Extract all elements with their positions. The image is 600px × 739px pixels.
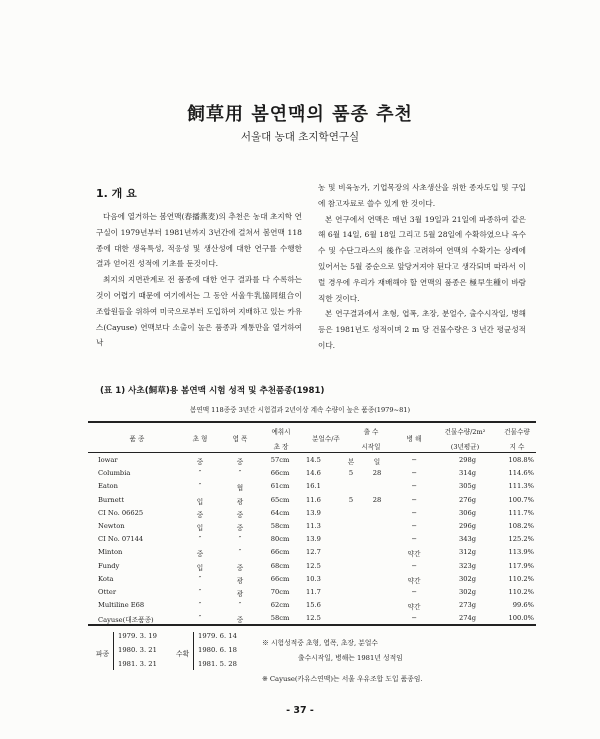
table-cell-type: ″ xyxy=(198,614,202,623)
table-cell-index: 110.2% xyxy=(508,588,534,596)
table-cell-type: 중 xyxy=(196,510,204,519)
table-cell-disease: − xyxy=(411,456,417,464)
table-cell-leaf: 중 xyxy=(236,458,244,466)
table-cell-height: 66cm xyxy=(270,548,290,557)
table-cell-type: 입 xyxy=(196,497,204,506)
table-cell-tillers: 11.6 xyxy=(306,495,321,504)
table-cell-yield: 302g xyxy=(458,588,476,596)
paragraph: 다음에 열거하는 봄연맥(春播燕麦)의 추천은 농대 초지학 연구실이 1979년부터 1981년까지 3년간에 걸쳐서 봄연맥 118종에 대한 생육특성, 적응성 및 생산성에 대한 연구를 수행한 결과 얻어진 성적에 기초를 둔것이다. xyxy=(96,212,302,269)
table-cell-type: 중 xyxy=(196,550,204,559)
table-cell-month: 5 xyxy=(348,495,354,504)
table-cell-type: ″ xyxy=(198,588,202,596)
table-cell-index: 99.6% xyxy=(512,601,534,610)
harvest-brace xyxy=(193,632,194,670)
table-cell-leaf: ″ xyxy=(238,548,242,557)
header-tillers: 분얼수/주 xyxy=(312,435,340,443)
table-cell-index: 108.8% xyxy=(508,456,534,464)
table-cell-height: 62cm xyxy=(270,601,290,610)
table-cell-variety: Eaton xyxy=(98,482,118,491)
table-cell-height: 65cm xyxy=(270,495,290,504)
table-cell-disease: 약간 xyxy=(407,576,421,585)
table-cell-variety: Iowar xyxy=(98,456,118,464)
page-subtitle: 서울대 농대 초지학연구실 xyxy=(240,131,360,143)
page-number: - 37 - xyxy=(286,705,314,716)
table-cell-index: 111.7% xyxy=(508,508,534,517)
table-cell-variety: Newton xyxy=(98,522,125,530)
table-cell-tillers: 15.6 xyxy=(306,601,321,610)
header-leaf-width: 엽 폭 xyxy=(232,435,248,443)
header-variety: 품 종 xyxy=(129,435,145,443)
table-cell-type: ″ xyxy=(198,482,202,491)
table-cell-height: 66cm xyxy=(270,469,290,478)
table-subcaption: 봄연맥 118종중 3년간 시험결과 2년이상 계속 수량이 높은 품종(1979~81) xyxy=(189,406,411,414)
table-cell-height: 80cm xyxy=(270,535,290,544)
table-cell-variety: Minton xyxy=(98,548,123,557)
table-cell-yield: 343g xyxy=(458,535,476,544)
table-cell-variety: Cayuse(대조품종) xyxy=(98,616,154,625)
table-cell-disease: 약간 xyxy=(407,550,421,559)
table-cell-disease: − xyxy=(411,535,417,544)
table-cell-variety: Otter xyxy=(98,588,117,596)
harvest-date: 1980. 6. 18 xyxy=(198,646,237,654)
table-cell-height: 64cm xyxy=(270,508,290,517)
paragraph: 본 연구결과에서 초형, 엽폭, 초장, 분얼수, 출수시작일, 병해 등은 1981년도 성적이며 2 m 당 건물수량은 3 년간 평균성적이다. xyxy=(318,309,526,350)
table-cell-leaf: 중 xyxy=(236,524,244,532)
table-cell-type: ″ xyxy=(198,574,202,583)
table-cell-disease: − xyxy=(411,588,417,596)
footnote-results-cont: 출수시작일, 병해는 1981년 성적임 xyxy=(298,654,403,662)
table-cell-variety: Fundy xyxy=(98,561,120,570)
table-cell-variety: Columbia xyxy=(98,469,131,478)
table-cell-leaf: ″ xyxy=(238,601,242,610)
table-cell-type: ″ xyxy=(198,469,202,478)
header-heading-sub: 시작일 xyxy=(361,443,381,451)
table-cell-tillers: 13.9 xyxy=(306,535,321,544)
table-cell-type: ″ xyxy=(198,601,202,610)
sowing-date: 1979. 3. 19 xyxy=(118,632,157,640)
table-cell-disease: − xyxy=(411,522,417,530)
harvest-date: 1979. 6. 14 xyxy=(198,632,237,640)
left-column xyxy=(96,209,302,351)
paragraph: 본 연구에서 연맥은 매년 3월 19일과 21일에 파종하여 같은해 6월 14일, 6월 18일 그리고 5월 28일에 수확하였으나 옥수수 및 수단그라스의 後作을 고려하여 연맥의 수확기는 상례에 있어서는 5월 중순으로 앞당겨져야 된다고 생각되며 따라서 이럴 경우에 우리가 재배해야 할 연맥의 품종은 極早生種이 바람직한 것이다. xyxy=(318,214,526,303)
table-cell-disease: − xyxy=(411,495,417,504)
table-cell-leaf: 중 xyxy=(236,616,244,625)
table-cell-month: 본 xyxy=(347,458,355,466)
table-cell-leaf: 중 xyxy=(236,510,244,519)
table-cell-leaf: 중 xyxy=(236,563,244,572)
page-title: 飼草用 봄연맥의 품종 추천 xyxy=(187,104,413,125)
table-cell-index: 111.3% xyxy=(508,482,534,491)
table-cell-disease: − xyxy=(411,614,417,623)
table-cell-height: 68cm xyxy=(270,561,290,570)
header-disease: 병 해 xyxy=(406,435,422,443)
table-cell-height: 57cm xyxy=(270,456,290,464)
table-cell-leaf: 광 xyxy=(236,497,244,506)
table-cell-yield: 305g xyxy=(458,482,476,491)
table-cell-yield: 302g xyxy=(458,574,476,583)
table-cell-index: 114.6% xyxy=(508,469,534,478)
table-cell-tillers: 12.5 xyxy=(306,614,321,623)
table-cell-variety: Burnett xyxy=(98,495,125,504)
sowing-date: 1981. 3. 21 xyxy=(118,660,157,668)
table-cell-yield: 296g xyxy=(458,522,476,530)
table-cell-index: 113.9% xyxy=(508,548,534,557)
table-cell-disease: − xyxy=(411,469,417,478)
table-top-rule xyxy=(88,421,536,423)
table-cell-variety: CI No. 07144 xyxy=(98,535,144,544)
header-yield: 건물수량/2m² xyxy=(444,428,486,436)
table-cell-index: 108.2% xyxy=(508,522,534,530)
table-cell-yield: 274g xyxy=(458,614,476,623)
table-cell-leaf: ″ xyxy=(238,535,242,544)
sowing-date: 1980. 3. 21 xyxy=(118,646,157,654)
table-cell-height: 61cm xyxy=(270,482,290,491)
harvest-date: 1981. 5. 28 xyxy=(198,660,237,668)
table-cell-yield: 276g xyxy=(458,495,476,504)
header-yield-sub: (3년평균) xyxy=(450,443,480,451)
table-cell-yield: 298g xyxy=(458,456,476,464)
table-cell-variety: Multiline E68 xyxy=(98,601,145,610)
table-cell-variety: Kota xyxy=(98,574,114,583)
table-cell-type: 입 xyxy=(196,524,204,532)
table-cell-month: 5 xyxy=(348,469,354,478)
table-cell-day: 일 xyxy=(373,458,381,466)
table-cell-day: 28 xyxy=(372,495,382,504)
table-cell-disease: − xyxy=(411,508,417,517)
table-cell-type: 입 xyxy=(196,563,204,572)
table-cell-yield: 323g xyxy=(458,561,476,570)
table-caption: (표 1) 사초(飼草)용 봄연맥 시험 성적 및 추천품종(1981) xyxy=(100,386,325,396)
paragraph: 농 및 비육농가, 기업목장의 사초생산을 위한 종자도입 및 구입에 참고자료로 쓸수 있게 한 것이다. xyxy=(318,183,526,208)
table-cell-leaf: 광 xyxy=(236,576,244,585)
header-plant-type: 초 형 xyxy=(192,435,208,443)
table-cell-index: 100.7% xyxy=(508,495,534,504)
table-cell-yield: 306g xyxy=(458,508,476,517)
header-index-sub: 지 수 xyxy=(509,443,525,451)
table-cell-disease: 약간 xyxy=(407,603,421,612)
footnote-results: ※ 시험성적중 초형, 엽폭, 초장, 분얼수 xyxy=(262,639,379,647)
table-cell-tillers: 14.5 xyxy=(306,456,321,464)
table-cell-tillers: 10.3 xyxy=(306,574,321,583)
table-cell-height: 70cm xyxy=(270,588,290,596)
table-cell-type: ″ xyxy=(198,535,202,544)
table-cell-disease: − xyxy=(411,561,417,570)
table-cell-tillers: 11.3 xyxy=(306,522,321,530)
table-cell-height: 66cm xyxy=(270,574,290,583)
table-cell-tillers: 13.9 xyxy=(306,508,321,517)
header-height: 예취시 xyxy=(271,428,291,436)
table-cell-index: 100.0% xyxy=(508,614,534,623)
sowing-label: 파종 xyxy=(96,650,110,658)
harvest-label: 수확 xyxy=(176,650,190,658)
table-cell-tillers: 11.7 xyxy=(306,588,321,596)
table-header-rule xyxy=(88,452,536,453)
header-heading: 출 수 xyxy=(363,428,379,436)
table-cell-day: 28 xyxy=(372,469,382,478)
table-cell-leaf: ″ xyxy=(238,469,242,478)
table-cell-height: 58cm xyxy=(270,614,290,623)
table-cell-index: 117.9% xyxy=(508,561,534,570)
paragraph: 최지의 지면관계로 전 품종에 대한 연구 결과를 다 수록하는 것이 어렵기 때문에 여기에서는 그 동안 서울牛乳協同組合이 조합원들을 위하여 미국으로부터 도입하여 지배하고 있는 카유스(Cayuse) 연맥보다 소출이 높은 품종과 계통만을 열거하여 낙 xyxy=(96,275,302,348)
footnote-cayuse: ※ Cayuse(카유스연맥)는 서울 우유조합 도입 품종임. xyxy=(262,675,423,683)
table-cell-tillers: 16.1 xyxy=(306,482,321,491)
table-cell-leaf: 협 xyxy=(236,484,244,493)
header-index: 건물수량 xyxy=(504,428,530,436)
table-cell-height: 58cm xyxy=(270,522,290,530)
sowing-brace xyxy=(113,632,114,670)
table-cell-tillers: 12.5 xyxy=(306,561,321,570)
table-cell-disease: − xyxy=(411,482,417,491)
table-cell-index: 110.2% xyxy=(508,574,534,583)
table-cell-tillers: 12.7 xyxy=(306,548,321,557)
table-cell-variety: CI No. 06625 xyxy=(98,508,144,517)
table-cell-yield: 312g xyxy=(458,548,476,557)
table-cell-yield: 314g xyxy=(458,469,476,478)
table-cell-type: 중 xyxy=(196,458,204,466)
table-cell-index: 125.2% xyxy=(508,535,534,544)
header-height-sub: 초 장 xyxy=(273,443,289,451)
section-heading: 1. 개 요 xyxy=(96,187,137,200)
table-cell-leaf: 광 xyxy=(236,590,244,598)
right-column xyxy=(318,180,526,354)
table-cell-tillers: 14.6 xyxy=(306,469,321,478)
table-cell-yield: 273g xyxy=(458,601,476,610)
